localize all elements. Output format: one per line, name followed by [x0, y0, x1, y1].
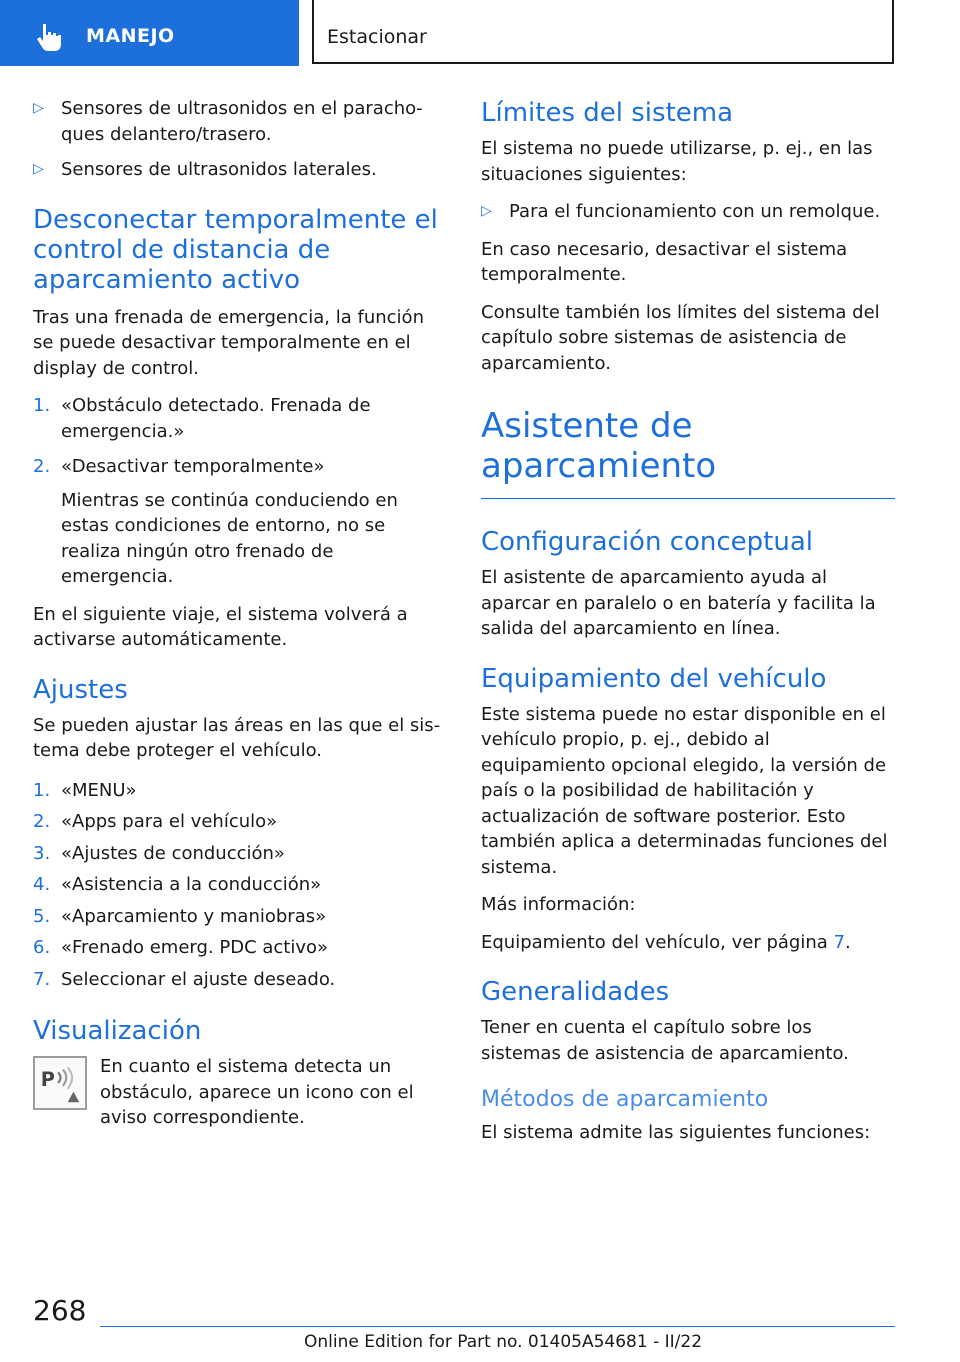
paragraph: El sistema admite las siguientes funciones:	[481, 1122, 871, 1143]
step-item: 2. «Desactivar temporalmente» Mientras se continúa conduciendo en estas condiciones de entorno, no se realiza ningún otro frenado de emergencia.	[33, 456, 398, 587]
triangle-bullet-icon: ▷	[481, 203, 492, 219]
steering-hand-icon	[34, 20, 68, 54]
section-tab	[0, 0, 299, 66]
heading-asistente: Asistente de aparcamiento	[481, 406, 717, 486]
parking-warning-icon	[33, 1056, 87, 1110]
step-item: 6. «Frenado emerg. PDC activo»	[33, 937, 329, 958]
heading-visualizacion: Visualización	[33, 1016, 202, 1046]
list-item: ▷ Sensores de ultrasonidos laterales.	[33, 157, 445, 183]
paragraph: Se pueden ajustar las áreas en las que el sistema debe proteger el vehículo.	[33, 714, 441, 761]
paragraph: En el siguiente viaje, el sistema volverá a activarse automáticamente.	[33, 603, 408, 650]
footer-rule	[100, 1326, 895, 1327]
paragraph: En cuanto el sistema detecta un obstáculo, aparece un icono con el aviso correspondiente.	[100, 1056, 414, 1128]
heading-limites: Límites del sistema	[481, 98, 734, 128]
step-item: 1. «MENU»	[33, 779, 137, 801]
right-column	[481, 98, 895, 1158]
chapter-header	[312, 0, 894, 64]
paragraph: Consulte también los límites del sistema del capítulo sobre sistemas de asistencia de aparcamiento.	[481, 301, 880, 374]
paragraph: Más información:	[481, 894, 636, 915]
step-item: 3. «Ajustes de conducción»	[33, 842, 285, 864]
step-item: 4. «Asistencia a la conducción»	[33, 874, 322, 895]
heading-metodos: Métodos de aparcamiento	[481, 1087, 769, 1112]
paragraph: Este sistema puede no estar disponible en el vehículo propio, p. ej., debido al equipamiento opcional elegido, la versión de país o la posibilidad de habilitación y actualización de software posterior. Esto también aplica a determinadas funciones del sistema.	[481, 703, 888, 878]
heading-configuracion: Configuración conceptual	[481, 527, 813, 557]
desconectar-steps	[33, 393, 445, 590]
heading-generalidades: Generalidades	[481, 977, 670, 1007]
section-title: MANEJO	[86, 25, 175, 47]
edition-text: Online Edition for Part no. 01405A54681 - II/22	[304, 1332, 703, 1352]
heading-desconectar: Desconectar temporalmente el control de distancia de aparcamiento activo	[33, 204, 438, 295]
step-item: 7. Seleccionar el ajuste deseado.	[33, 968, 336, 990]
svg-text:P: P	[40, 1067, 55, 1091]
step-item: 5. «Aparcamiento y maniobras»	[33, 905, 327, 927]
paragraph: Equipamiento del vehículo, ver página 7.	[481, 931, 851, 953]
left-column	[33, 96, 445, 1131]
sensor-list	[33, 96, 445, 183]
step-item: 2. «Apps para el vehículo»	[33, 811, 278, 832]
page-link[interactable]: 7	[833, 931, 845, 953]
paragraph: Tras una frenada de emergencia, la función se puede desactivar temporalmente en el display de control.	[33, 306, 424, 379]
page-number: 268	[33, 1294, 87, 1327]
heading-equipamiento: Equipamiento del vehículo	[481, 663, 827, 694]
paragraph: Tener en cuenta el capítulo sobre los sistemas de asistencia de aparcamiento.	[481, 1017, 849, 1064]
paragraph: El sistema no puede utilizarse, p. ej., en las situaciones siguientes:	[481, 138, 873, 185]
list-item: ▷ Sensores de ultrasonidos en el parachoques delantero/trasero.	[33, 98, 423, 145]
chapter-title: Estacionar	[327, 26, 427, 48]
display-row	[33, 1054, 445, 1131]
step-item: 1. «Obstáculo detectado. Frenada de emergencia.»	[33, 395, 371, 442]
paragraph: El asistente de aparcamiento ayuda al aparcar en paralelo o en batería y facilita la salida del aparcamiento en línea.	[481, 567, 876, 639]
limites-list	[481, 199, 895, 225]
heading-ajustes: Ajustes	[33, 674, 128, 705]
ajustes-steps	[33, 778, 445, 993]
heading-rule	[481, 498, 895, 499]
list-item: ▷ Para el funcionamiento con un remolque.	[481, 199, 895, 225]
paragraph: En caso necesario, desactivar el sistema temporalmente.	[481, 238, 848, 285]
triangle-bullet-icon: ▷	[33, 100, 44, 116]
triangle-bullet-icon: ▷	[33, 161, 44, 177]
